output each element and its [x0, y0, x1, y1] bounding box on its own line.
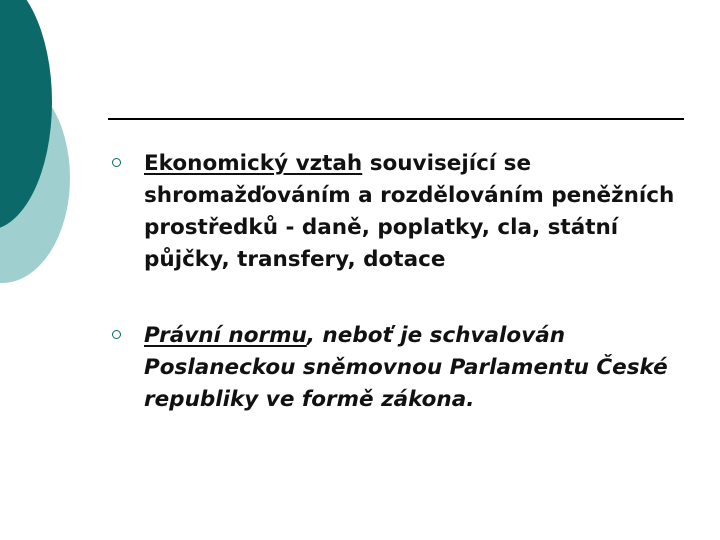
- bullet-item-economic-relation: [112, 148, 692, 276]
- bullet-list: [112, 148, 692, 416]
- hollow-circle-icon: [112, 158, 121, 167]
- title-divider: [108, 118, 684, 120]
- hollow-circle-icon: [112, 330, 121, 339]
- bullet-item-legal-norm: [112, 320, 692, 416]
- bullet-lead-text: Právní normu: [144, 323, 307, 348]
- bullet-body-text: , neboť je schvalován Poslaneckou sněmovnou Parlamentu České republiky ve formě zákona.: [144, 323, 668, 412]
- decorative-circles: [0, 0, 80, 300]
- bullet-lead-text: Ekonomický vztah: [144, 151, 363, 176]
- bullet-body-text: související se shromažďováním a rozdělováním peněžních prostředků - daně, poplatky, cla, státní půjčky, transfery, dotace: [144, 151, 675, 272]
